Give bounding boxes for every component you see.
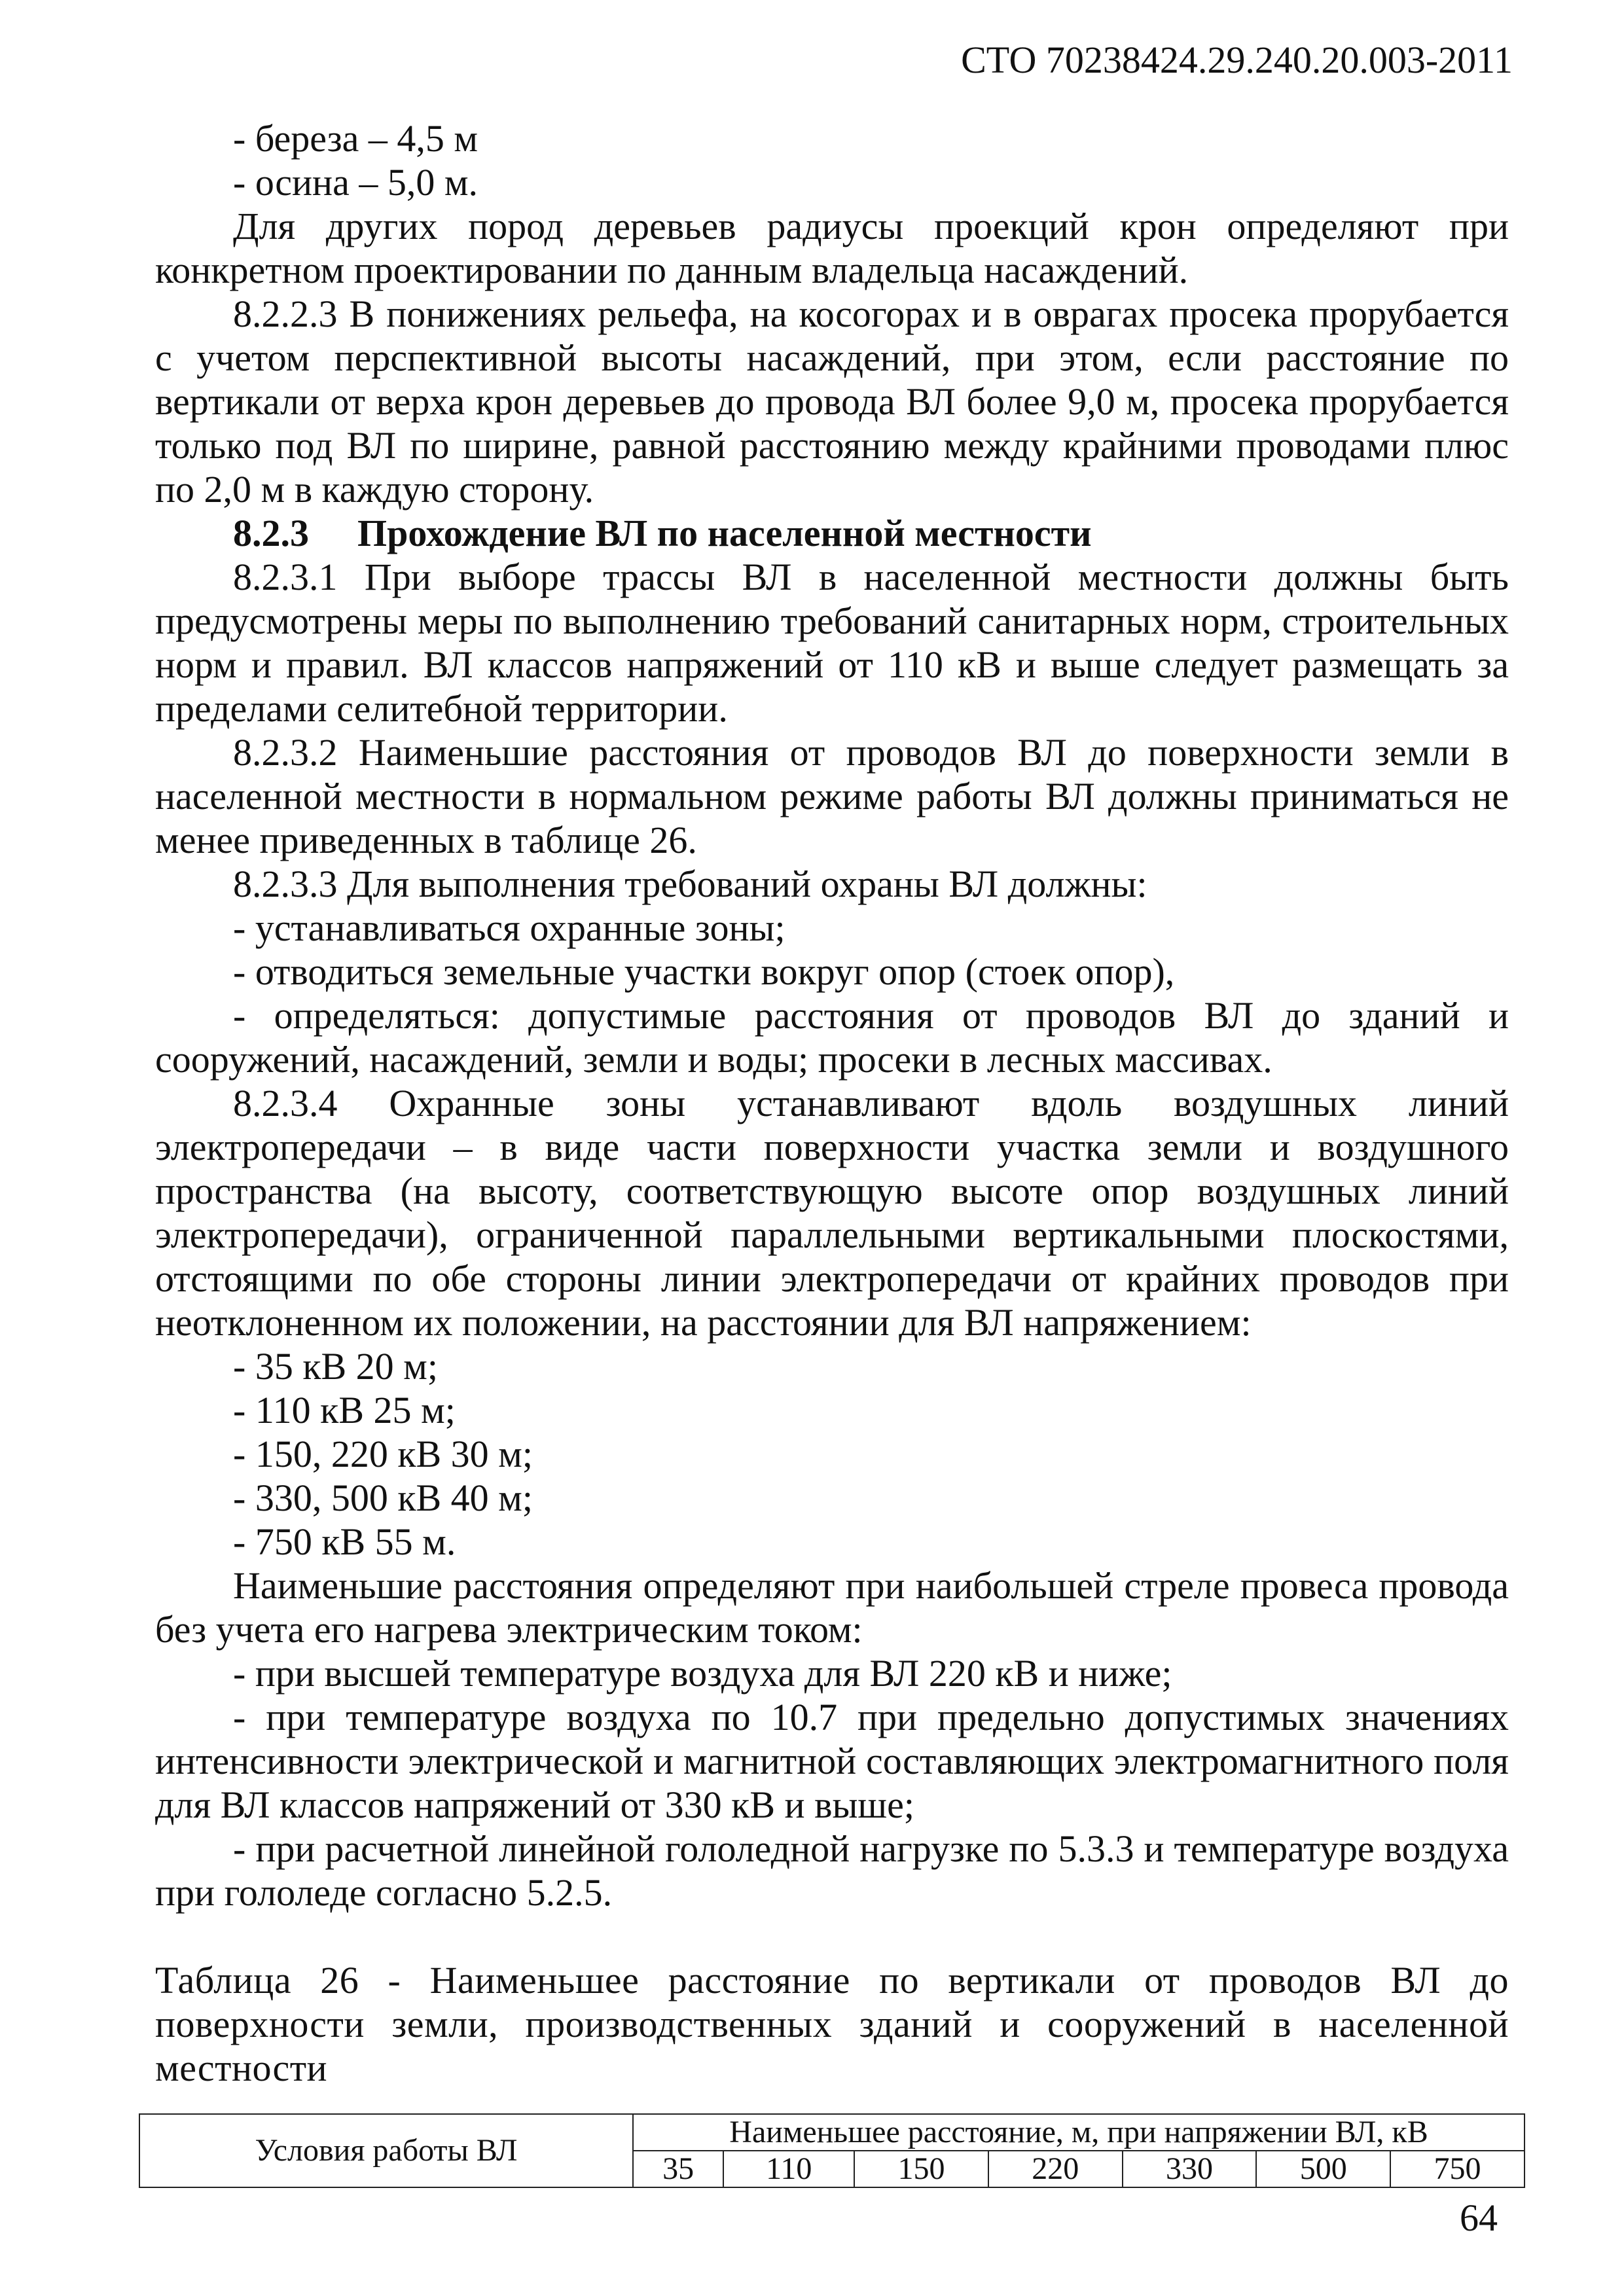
section-title: Прохождение ВЛ по населенной местности [357, 512, 1092, 554]
list-item: - береза – 4,5 м [233, 117, 478, 160]
voltage-cell: 150 [854, 2151, 988, 2187]
voltage-cell: 35 [633, 2151, 723, 2187]
list-item: - при расчетной линейной гололедной нагрузке по 5.3.3 и температуре воздуха при гололеде согласно 5.2.5. [155, 1827, 1509, 1914]
list-item: - при температуре воздуха по 10.7 при предельно допустимых значениях интенсивности электрической и магнитной составляющих электромагнитного поля для ВЛ классов напряжений от 330 кВ и выше; [155, 1696, 1509, 1826]
table-header-row [139, 2114, 1525, 2151]
list-item: - отводиться земельные участки вокруг опор (стоек опор), [233, 950, 1175, 993]
list-item: - 150, 220 кВ 30 м; [233, 1433, 533, 1475]
paragraph: Наименьшие расстояния определяют при наибольшей стреле провеса провода без учета его нагрева электрическим током: [155, 1564, 1509, 1651]
voltage-cell: 750 [1390, 2151, 1525, 2187]
paragraph: Для других пород деревьев радиусы проекций крон определяют при конкретном проектировании по данным владельца насаждений. [155, 205, 1509, 291]
list-item: - 110 кВ 25 м; [233, 1389, 456, 1431]
paragraph: 8.2.3.3 Для выполнения требований охраны ВЛ должны: [233, 863, 1147, 905]
table-caption: Таблица 26 - Наименьшее расстояние по вертикали от проводов ВЛ до поверхности земли, производственных зданий и сооружений в населенной местности [155, 1959, 1509, 2089]
page-number: 64 [1460, 2197, 1498, 2239]
document-code: СТО 70238424.29.240.20.003-2011 [961, 39, 1513, 81]
voltage-cell: 110 [723, 2151, 854, 2187]
section-number: 8.2.3 [233, 512, 309, 554]
voltage-cell: 500 [1256, 2151, 1390, 2187]
list-item: - 750 кВ 55 м. [233, 1520, 456, 1563]
section-heading [155, 511, 1509, 555]
list-item: - 35 кВ 20 м; [233, 1345, 438, 1388]
distance-table [139, 2113, 1525, 2188]
voltage-cell: 220 [988, 2151, 1123, 2187]
paragraph: 8.2.3.2 Наименьшие расстояния от проводов ВЛ до поверхности земли в населенной местности в нормальном режиме работы ВЛ должны приниматься не менее приведенных в таблице 26. [155, 731, 1509, 861]
paragraph: 8.2.3.4 Охранные зоны устанавливают вдоль воздушных линий электропередачи – в виде части поверхности участка земли и воздушного пространства (на высоту, соответствующую высоте опор воздушных линий электропередачи), ограниченной параллельными вертикальными плоскостями, отстоящими по обе стороны линии электропередачи от крайних проводов при неотклоненном их положении, на расстоянии для ВЛ напряжением: [155, 1082, 1509, 1344]
list-item: - осина – 5,0 м. [233, 161, 478, 204]
voltage-cell: 330 [1123, 2151, 1257, 2187]
list-item: - устанавливаться охранные зоны; [233, 906, 785, 949]
list-item: - 330, 500 кВ 40 м; [233, 1477, 533, 1519]
document-body [155, 117, 1509, 2090]
paragraph: 8.2.3.1 При выборе трассы ВЛ в населенной местности должны быть предусмотрены меры по выполнению требований санитарных норм, строительных норм и правил. ВЛ классов напряжений от 110 кВ и выше следует размещать за пределами селитебной территории. [155, 556, 1509, 730]
paragraph: 8.2.2.3 В понижениях рельефа, на косогорах и в оврагах просека прорубается с учетом перспективной высоты насаждений, при этом, если расстояние по вертикали от верха крон деревьев до провода ВЛ более 9,0 м, просека прорубается только под ВЛ по ширине, равной расстоянию между крайними проводами плюс по 2,0 м в каждую сторону. [155, 293, 1509, 511]
voltage-group-header: Наименьшее расстояние, м, при напряжении ВЛ, кВ [633, 2114, 1525, 2151]
list-item: - определяться: допустимые расстояния от проводов ВЛ до зданий и сооружений, насаждений, земли и воды; просеки в лесных массивах. [155, 994, 1509, 1081]
condition-header: Условия работы ВЛ [139, 2114, 633, 2187]
list-item: - при высшей температуре воздуха для ВЛ 220 кВ и ниже; [233, 1652, 1172, 1695]
